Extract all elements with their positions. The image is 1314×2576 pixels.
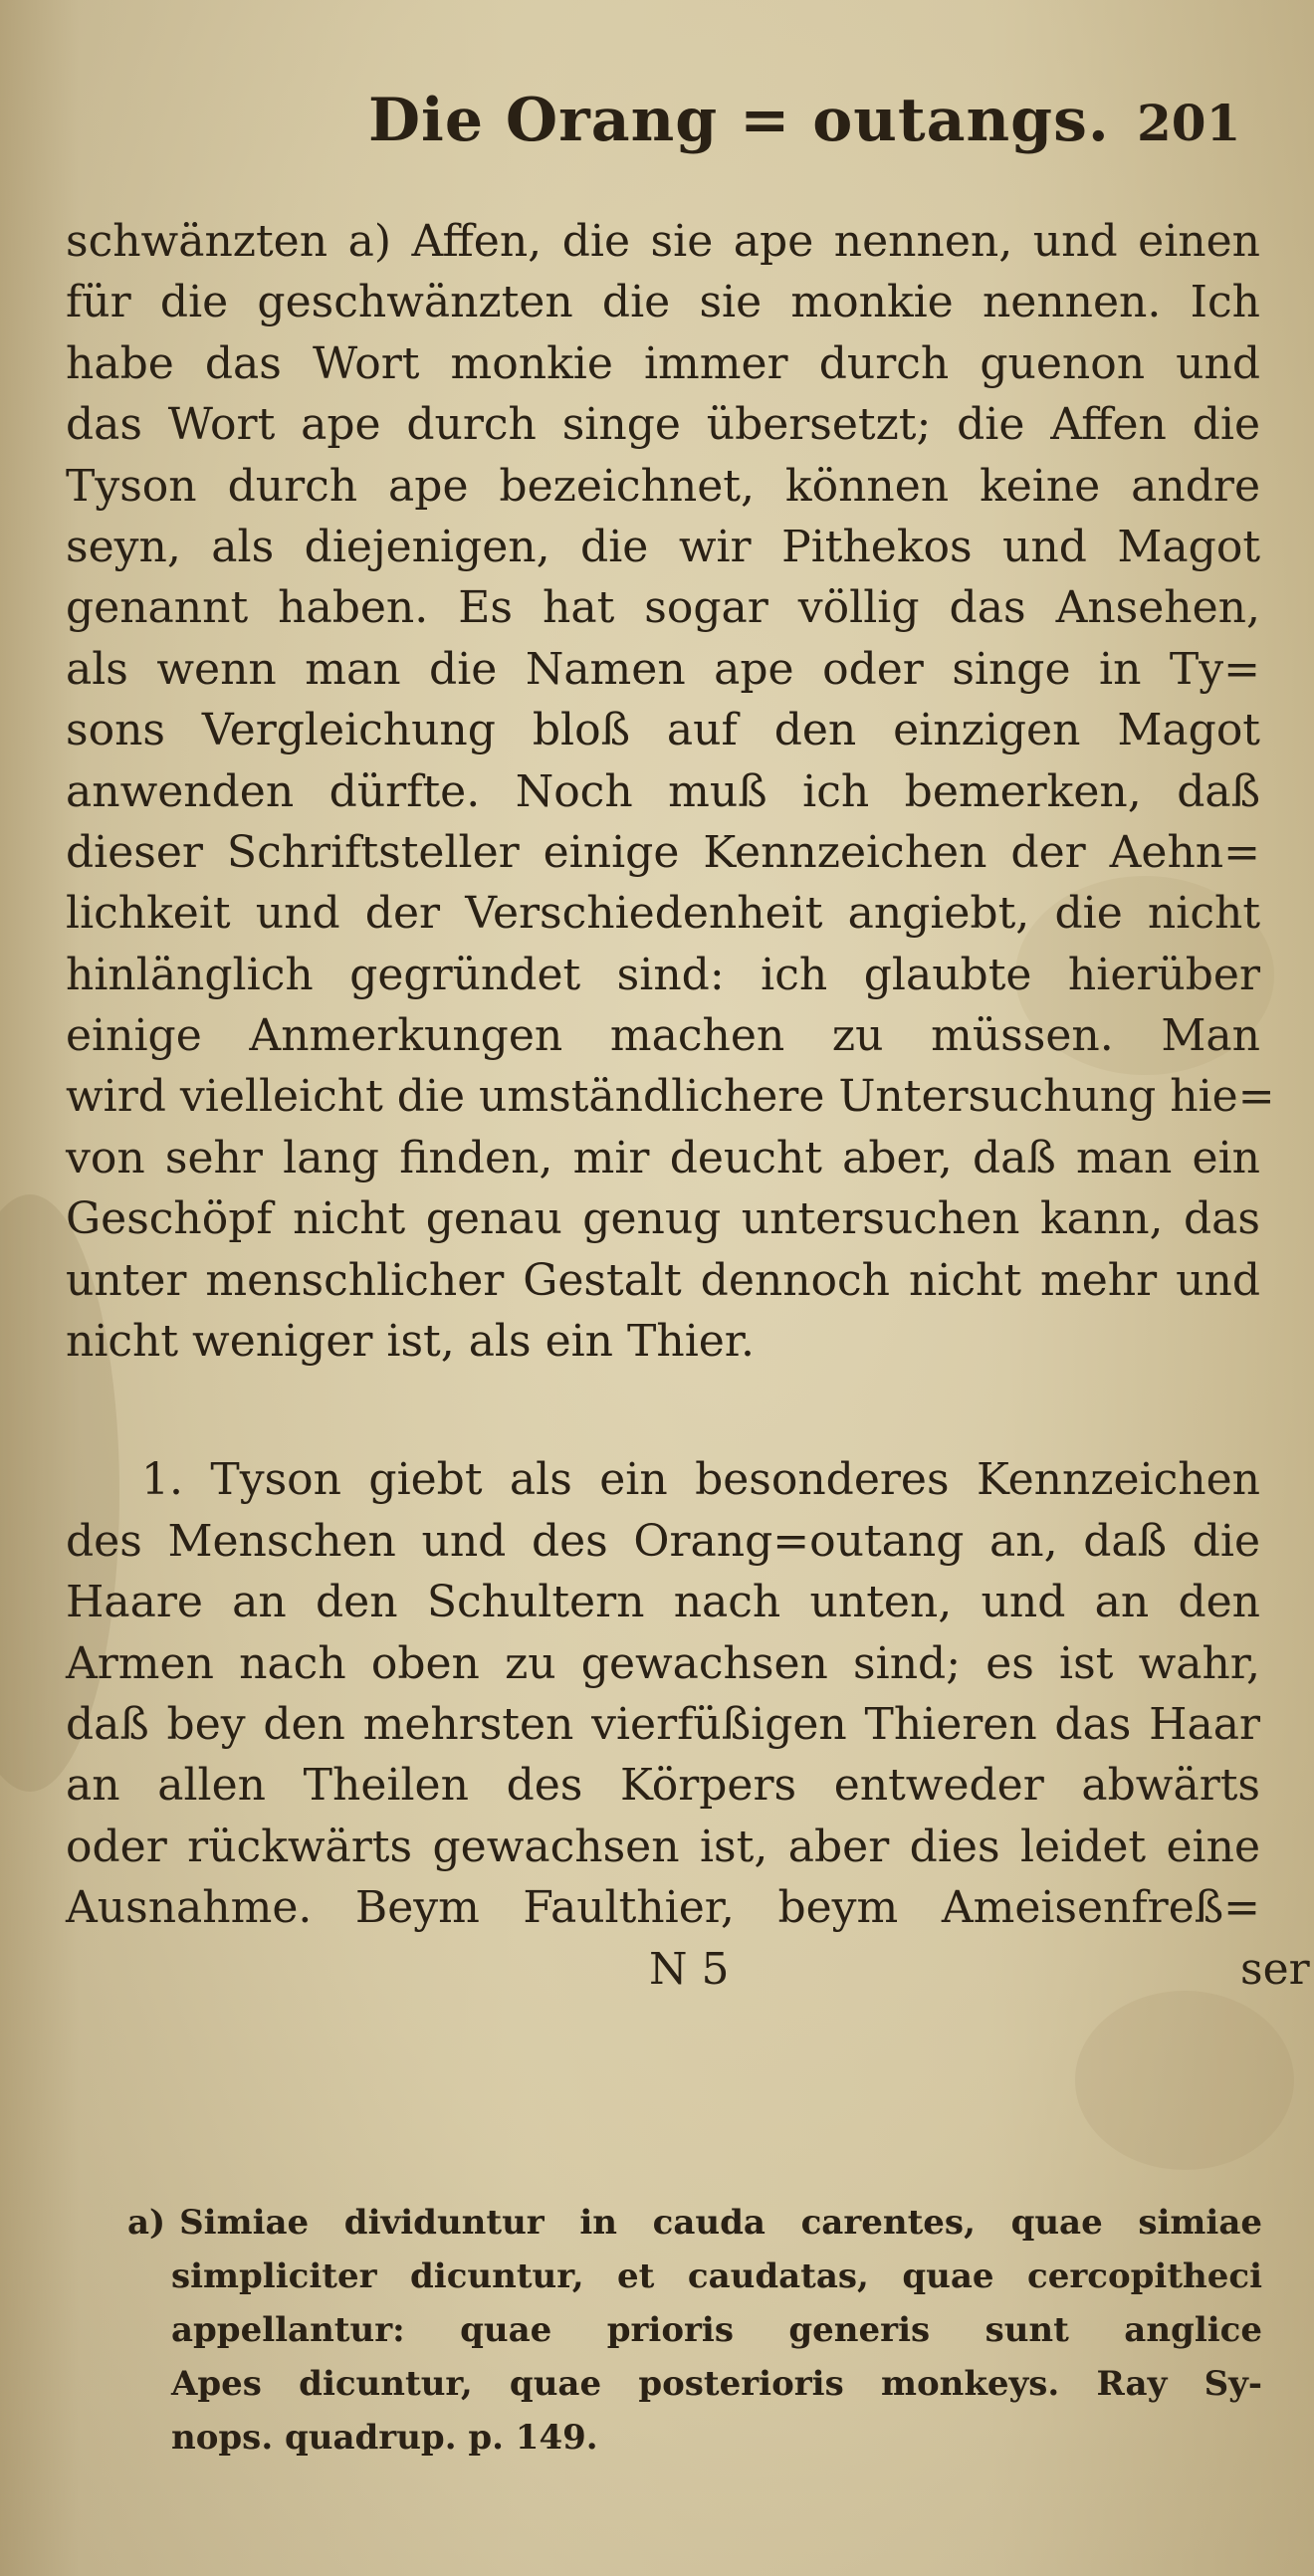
text-line: Geschöpf nicht genau genug untersuchen kann, das [66,1193,1260,1245]
text-line: anwenden dürfte. Noch muß ich bemerken, daß [66,765,1260,817]
text-line: 1. Tyson giebt als ein besonderes Kennzeichen [141,1454,1260,1506]
text-line: unter menschlicher Gestalt dennoch nicht mehr und [66,1254,1260,1306]
signature-line [66,1939,1310,2000]
catchword: ser [1240,1943,1310,1995]
paragraph-1 [66,211,1275,1372]
footnote-text: Simiae dividuntur in cauda carentes, quae simiae [179,2203,1262,2243]
text-line: seyn, als diejenigen, die wir Pithekos und Magot [66,521,1260,572]
text-line: als wenn man die Namen ape oder singe in Ty= [66,643,1260,695]
text-line: genannt haben. Es hat sogar völlig das Ansehen, [66,582,1260,634]
footnote-line [127,2196,1262,2250]
text-line: sons Vergleichung bloß auf den einzigen Magot [66,705,1260,756]
text-line: des Menschen und des Orang=outang an, daß die [66,1515,1260,1567]
footnote-line: simpliciter dicuntur, et caudatas, quae cercopitheci [171,2256,1262,2296]
text-line: Haare an den Schultern nach unten, und an den [66,1577,1260,1628]
signature-mark: N 5 [649,1943,730,1995]
text-line: für die geschwänzten die sie monkie nennen. Ich [66,277,1260,328]
text-line: oder rückwärts gewachsen ist, aber dies leidet eine [66,1821,1260,1872]
page-header [0,78,1314,167]
footnote-line: appellantur: quae prioris generis sunt anglice [171,2310,1262,2350]
text-line: Ausnahme. Beym Faulthier, beym Ameisenfreß= [66,1882,1260,1934]
text-line: von sehr lang finden, mir deucht aber, daß man ein [66,1132,1260,1183]
text-line: habe das Wort monkie immer durch guenon und [66,337,1260,389]
paragraph-2 [66,1449,1260,1938]
text-line: hinlänglich gegründet sind: ich glaubte hierüber [66,949,1260,1000]
text-line: schwänzten a) Affen, die sie ape nennen, und einen [66,216,1260,267]
text-line: lichkeit und der Verschiedenheit angiebt, die nicht [66,888,1260,940]
text-line: dieser Schriftsteller einige Kennzeichen der Aehn= [66,826,1260,878]
text-line: das Wort ape durch singe übersetzt; die Affen die [66,399,1260,451]
running-head: Die Orang = outangs. [368,86,1110,155]
footnote [127,2196,1262,2465]
paragraph-gap [66,1372,1260,1449]
text-line: Armen nach oben zu gewachsen sind; es ist wahr, [66,1637,1260,1689]
text-line: Tyson durch ape bezeichnet, können keine andre [66,460,1260,512]
paper-stain [1075,1991,1294,2170]
text-line: daß bey den mehrsten vierfüßigen Thieren das Haar [66,1698,1260,1750]
text-line: wird vielleicht die umständlichere Untersuchung hie= [66,1071,1275,1123]
main-text [66,211,1310,2000]
footnote-marker: a) [127,2203,166,2243]
text-line: an allen Theilen des Körpers entweder abwärts [66,1760,1260,1812]
text-line: nicht weniger ist, als ein Thier. [66,1316,755,1368]
text-line: einige Anmerkungen machen zu müssen. Man [66,1010,1260,1062]
footnote-line: Apes dicuntur, quae posterioris monkeys. Ray Sy- [171,2364,1262,2404]
page-number: 201 [1137,94,1241,152]
footnote-line: nops. quadrup. p. 149. [171,2418,598,2458]
